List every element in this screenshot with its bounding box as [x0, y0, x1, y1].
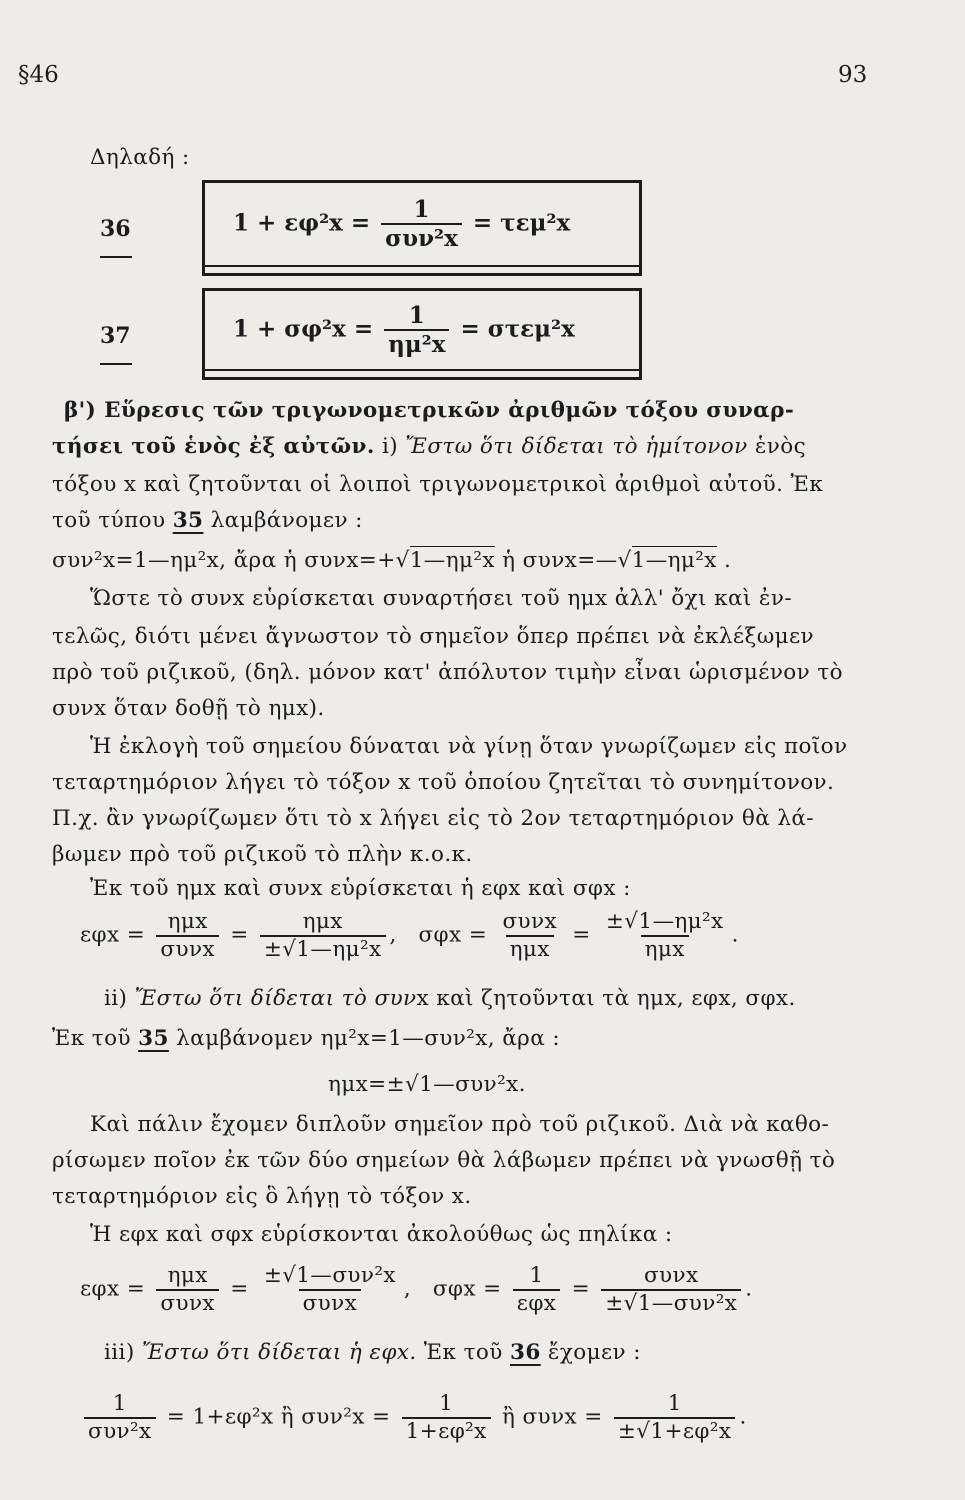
formula-tan-cot-from-sin — [80, 910, 739, 961]
paragraph-line: Καὶ πάλιν ἔχομεν διπλοῦν σημεῖον πρὸ τοῦ ριζικοῦ. Διὰ νὰ καθο- — [90, 1112, 830, 1137]
formula-part: . — [731, 922, 739, 948]
paragraph-line: Π.χ. ἂν γνωρίζωμεν ὅτι τὸ x λήγει εἰς τὸ 2ον τεταρτημόριον θὰ λά- — [52, 806, 814, 831]
denominator: ±√1+εφ²x — [614, 1417, 736, 1444]
formula-part: . — [745, 1276, 753, 1302]
box-double-line — [205, 369, 639, 371]
denominator: ημx — [641, 935, 689, 962]
denominator: ημx — [506, 935, 554, 962]
formula-part: ἡ συνx=—√ — [494, 548, 632, 573]
equation-number-underline — [100, 363, 132, 365]
intro-text: Δηλαδή : — [90, 145, 190, 170]
case-ii-line-2 — [52, 1026, 560, 1051]
numerator: συνx — [502, 909, 557, 934]
fraction — [260, 910, 386, 961]
formula-36-numerator: 1 — [413, 196, 430, 223]
text: λαμβάνομεν : — [203, 508, 363, 533]
numerator: 1 — [529, 1263, 544, 1288]
denominator: συνx — [156, 935, 219, 962]
fraction — [84, 1392, 156, 1443]
radicand: 1—ημ²x — [631, 548, 717, 573]
numerator: συνx — [643, 1263, 699, 1288]
paragraph-line: Ἡ ἐκλογὴ τοῦ σημείου δύναται νὰ γίνῃ ὅταν γνωρίζωμεν εἰς ποῖον — [90, 734, 848, 759]
equation-box-37 — [202, 288, 642, 380]
case-i-statement-end: ἑνὸς — [747, 434, 807, 459]
formula-37 — [233, 303, 575, 358]
formula-37-denominator: ημ²x — [384, 329, 449, 357]
numerator: ±√1—συν²x — [263, 1263, 396, 1288]
equation-number-37: 37 — [100, 323, 131, 349]
paragraph-line: τελῶς, διότι μένει ἄγνωστον τὸ σημεῖον ὅπερ πρέπει νὰ ἐκλέξωμεν — [52, 624, 815, 649]
formula-37-numerator: 1 — [408, 302, 425, 329]
paragraph-line: ρίσωμεν ποῖον ἐκ τῶν δύο σημείων θὰ λάβωμεν πρέπει νὰ γνωσθῇ τὸ — [52, 1148, 836, 1173]
formula-part: ἢ συνx = — [501, 1404, 603, 1430]
formula-part: = — [230, 1276, 249, 1302]
formula-part: , — [389, 922, 397, 948]
equation-number-36: 36 — [100, 216, 131, 242]
case-ii-statement: Ἔστω ὅτι δίδεται τὸ συν — [134, 986, 417, 1011]
formula-part: εφx = — [80, 922, 146, 948]
denominator: συν²x — [84, 1417, 156, 1444]
paragraph-line: βωμεν πρὸ τοῦ ριζικοῦ τὸ πλὴν κ.ο.κ. — [52, 842, 473, 867]
paragraph-line: Ὥστε τὸ συνx εὑρίσκεται συναρτήσει τοῦ ημx ἀλλ' ὄχι καὶ ἐν- — [90, 586, 793, 611]
paragraph-line: συνx ὅταν δοθῇ τὸ ημx). — [52, 696, 325, 721]
page-number: 93 — [838, 62, 868, 88]
formula-part: = — [571, 1276, 590, 1302]
radicand: 1—ημ²x — [409, 548, 495, 573]
section-beta-line-2 — [52, 434, 806, 459]
text: x καὶ ζητοῦνται τὰ ημx, εφx, σφx. — [416, 986, 796, 1011]
text: Ἐκ τοῦ — [52, 1026, 139, 1051]
denominator: 1+εφ²x — [402, 1417, 491, 1444]
text: λαμβάνομεν ημ²x=1—συν²x, ἄρα : — [168, 1026, 560, 1051]
formula-ref-35: 35 — [172, 508, 204, 533]
numerator: 1 — [439, 1391, 454, 1416]
numerator: ημx — [302, 909, 343, 934]
section-beta-line-4 — [52, 508, 363, 533]
case-i-statement: Ἔστω ὅτι δίδεται τὸ ἡμίτονον — [405, 434, 748, 459]
case-iii-line — [104, 1340, 641, 1365]
formula-36-lhs: 1 + εφ²x = — [233, 209, 371, 237]
formula-sin-from-cos: ημx=±√1—συν²x. — [328, 1072, 526, 1097]
formula-part: = — [572, 922, 591, 948]
denominator: ±√1—ημ²x — [260, 935, 386, 962]
case-ii-label: ii) — [104, 986, 135, 1011]
denominator: ±√1—συν²x — [601, 1289, 741, 1316]
formula-37-lhs: 1 + σφ²x = — [233, 315, 374, 343]
formula-part: = — [230, 922, 249, 948]
denominator: εφx — [513, 1289, 561, 1316]
formula-37-rhs: = στεμ²x — [460, 315, 575, 343]
formula-36-fraction — [381, 197, 462, 252]
fraction — [260, 1264, 400, 1315]
case-ii-line-1 — [104, 986, 796, 1011]
formula-37-fraction — [384, 303, 449, 358]
formula-tan-cot-from-cos — [80, 1264, 753, 1315]
fraction — [402, 1392, 491, 1443]
equation-box-36 — [202, 180, 642, 276]
paragraph-line: πρὸ τοῦ ριζικοῦ, (δηλ. μόνον κατ' ἀπόλυτον τιμὴν εἶναι ὡρισμένον τὸ — [52, 660, 843, 685]
formula-ref-36: 36 — [509, 1340, 541, 1365]
numerator: ±√1—ημ²x — [605, 909, 724, 934]
formula-part: . — [739, 1404, 747, 1430]
case-iii-label: iii) — [104, 1340, 142, 1365]
formula-36-rhs: = τεμ²x — [472, 209, 571, 237]
section-beta-heading-end: τήσει τοῦ ἑνὸς ἐξ αὐτῶν. — [52, 434, 375, 459]
numerator: ημx — [167, 1263, 208, 1288]
paragraph-line: τεταρτημόριον λήγει τὸ τόξον x τοῦ ὁποίου ζητεῖται τὸ συνημίτονον. — [52, 770, 835, 795]
paragraph-line: τεταρτημόριον εἰς ὃ λήγῃ τὸ τόξον x. — [52, 1184, 472, 1209]
text: ἔχομεν : — [540, 1340, 641, 1365]
fraction — [156, 1264, 219, 1315]
fraction — [602, 910, 728, 961]
formula-cos-from-sin — [52, 548, 731, 573]
numerator: ημx — [167, 909, 208, 934]
formula-part: = 1+εφ²x ἢ συν²x = — [166, 1404, 391, 1430]
fraction — [513, 1264, 561, 1315]
paragraph-line: Ἡ εφx καὶ σφx εὑρίσκονται ἀκολούθως ὡς πηλίκα : — [90, 1222, 673, 1247]
case-i-label: i) — [374, 434, 406, 459]
equation-number-underline — [100, 256, 132, 258]
denominator: συνx — [156, 1289, 219, 1316]
denominator: συνx — [299, 1289, 362, 1316]
formula-part: συν²x=1—ημ²x, ἄρα ἡ συνx=+√ — [52, 548, 410, 573]
formula-ref-35: 35 — [138, 1026, 169, 1051]
numerator: 1 — [667, 1391, 682, 1416]
paragraph-line: Ἐκ τοῦ ημx καὶ συνx εὑρίσκεται ἡ εφx καὶ σφx : — [90, 876, 631, 901]
box-double-line — [205, 265, 639, 267]
formula-part: σφx = — [432, 1276, 502, 1302]
case-iii-statement: Ἔστω ὅτι δίδεται ἡ εφx. — [141, 1340, 417, 1365]
fraction — [156, 910, 219, 961]
fraction — [614, 1392, 736, 1443]
text: τοῦ τύπου — [52, 508, 173, 533]
formula-part: εφx = — [80, 1276, 146, 1302]
section-beta-line-3: τόξου x καὶ ζητοῦνται οἱ λοιποὶ τριγωνομετρικοὶ ἀριθμοὶ αὐτοῦ. Ἐκ — [52, 472, 824, 497]
formula-part: σφx = — [418, 922, 488, 948]
fraction — [601, 1264, 741, 1315]
formula-cos-from-tan — [80, 1392, 747, 1443]
formula-part: , — [403, 1276, 412, 1302]
section-number: §46 — [18, 62, 59, 88]
formula-36 — [233, 197, 570, 252]
section-beta-heading: β') Εὕρεσις τῶν τριγωνομετρικῶν ἀριθμῶν τόξου συναρ- — [64, 398, 795, 423]
numerator: 1 — [112, 1391, 127, 1416]
formula-part: . — [716, 548, 732, 573]
fraction — [498, 910, 561, 961]
formula-36-denominator: συν²x — [381, 223, 462, 251]
text: Ἐκ τοῦ — [416, 1340, 510, 1365]
